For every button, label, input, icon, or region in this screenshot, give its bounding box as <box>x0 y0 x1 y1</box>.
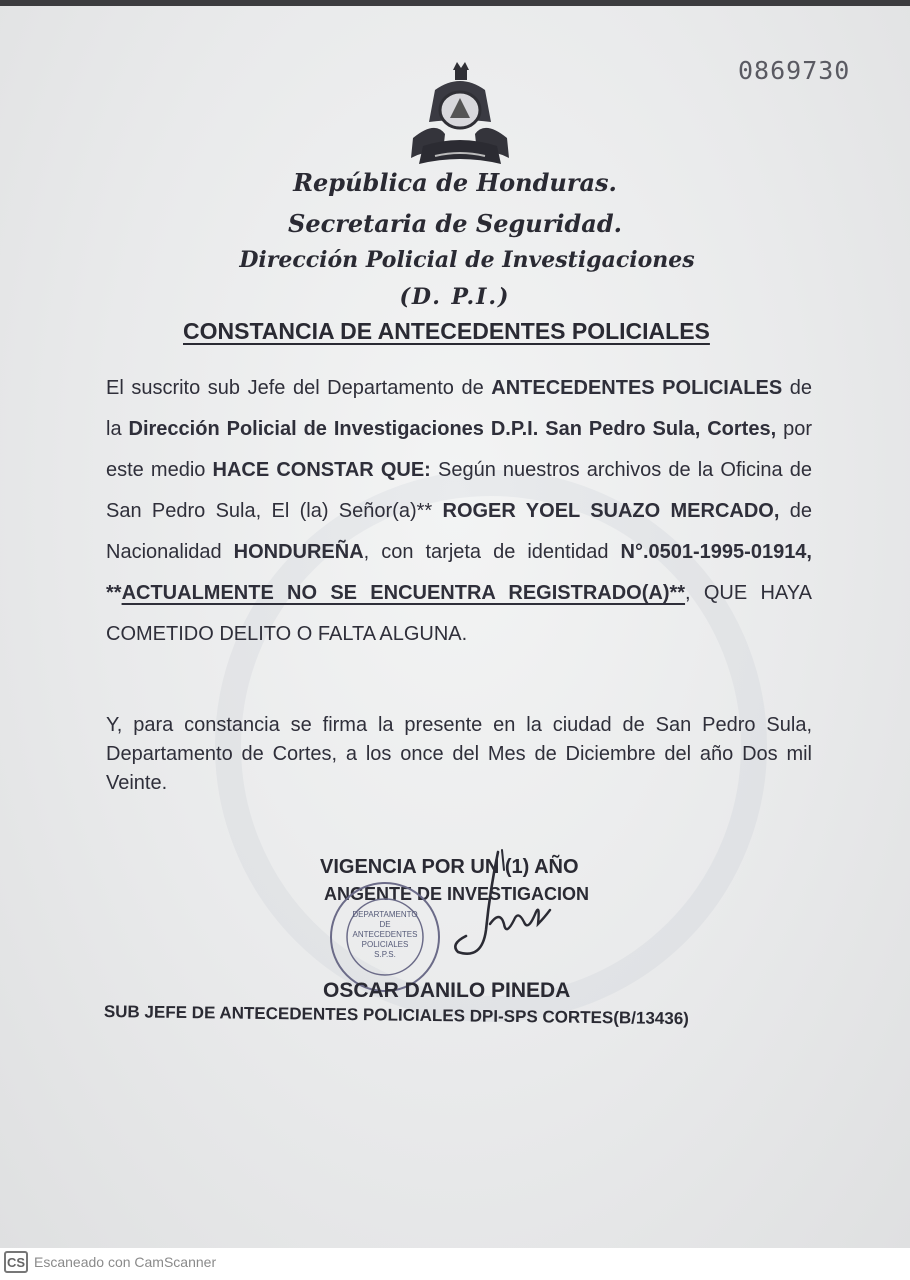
body-department: ANTECEDENTES POLICIALES <box>491 377 783 399</box>
body-institution: Dirección Policial de Investigaciones D.P.I. San Pedro Sula, Cortes, <box>128 418 777 440</box>
record-status: ACTUALMENTE NO SE ENCUENTRA REGISTRADO(A)** <box>121 582 686 604</box>
body-text: , QUE HAYA COMETIDO DELITO O FALTA ALGUNA. <box>106 582 812 645</box>
header-secretariat: Secretaria de Seguridad. <box>288 209 622 238</box>
scanner-footer <box>0 1248 910 1280</box>
document-number: 0869730 <box>738 56 851 85</box>
body-text: de Nacionalidad <box>106 500 812 563</box>
document-title: CONSTANCIA DE ANTECEDENTES POLICIALES <box>183 318 710 344</box>
body-text: , con tarjeta de identidad <box>363 541 621 563</box>
coat-of-arms-icon <box>405 60 515 170</box>
certificate-body <box>106 368 812 655</box>
header-republic: República de Honduras. <box>293 168 617 197</box>
stamp-text: DEPARTAMENTO DE ANTECEDENTES POLICIALES S.P.S. <box>352 910 418 959</box>
person-name: ROGER YOEL SUAZO MERCADO, <box>442 500 780 522</box>
agent-label: ANGENTE DE INVESTIGACION <box>324 884 590 904</box>
header-acronym: (D. P.I.) <box>399 284 511 310</box>
signer-name: OSCAR DANILO PINEDA <box>323 979 571 1002</box>
body-text: El suscrito sub Jefe del Departamento de <box>106 377 492 399</box>
scanner-watermark-text: Escaneado con CamScanner <box>34 1254 217 1270</box>
body-text: por este medio <box>106 418 813 481</box>
department-stamp <box>328 880 442 994</box>
closing-paragraph: Y, para constancia se firma la presente en la ciudad de San Pedro Sula, Departamento de Cortes, a los once del Mes de Diciembre del año Dos mil Veinte. <box>106 714 812 794</box>
nationality: HONDUREÑA <box>233 541 364 563</box>
signature <box>440 840 560 980</box>
body-certifies: HACE CONSTAR QUE: <box>212 459 431 481</box>
body-text: de la <box>106 377 813 440</box>
body-text: Según nuestros archivos de la Oficina de San Pedro Sula, El (la) Señor(a)** <box>106 459 813 522</box>
paper-top-edge <box>0 0 910 6</box>
id-number: N°.0501-1995-01914, <box>620 541 812 563</box>
signer-title: SUB JEFE DE ANTECEDENTES POLICIALES DPI-SPS CORTES(B/13436) <box>103 1002 690 1029</box>
body-asterisks: ** <box>106 582 122 604</box>
validity-label: VIGENCIA POR UN (1) AÑO <box>320 856 579 878</box>
header-directorate: Dirección Policial de Investigaciones <box>239 247 695 273</box>
camscanner-logo-icon: CS <box>4 1251 28 1273</box>
